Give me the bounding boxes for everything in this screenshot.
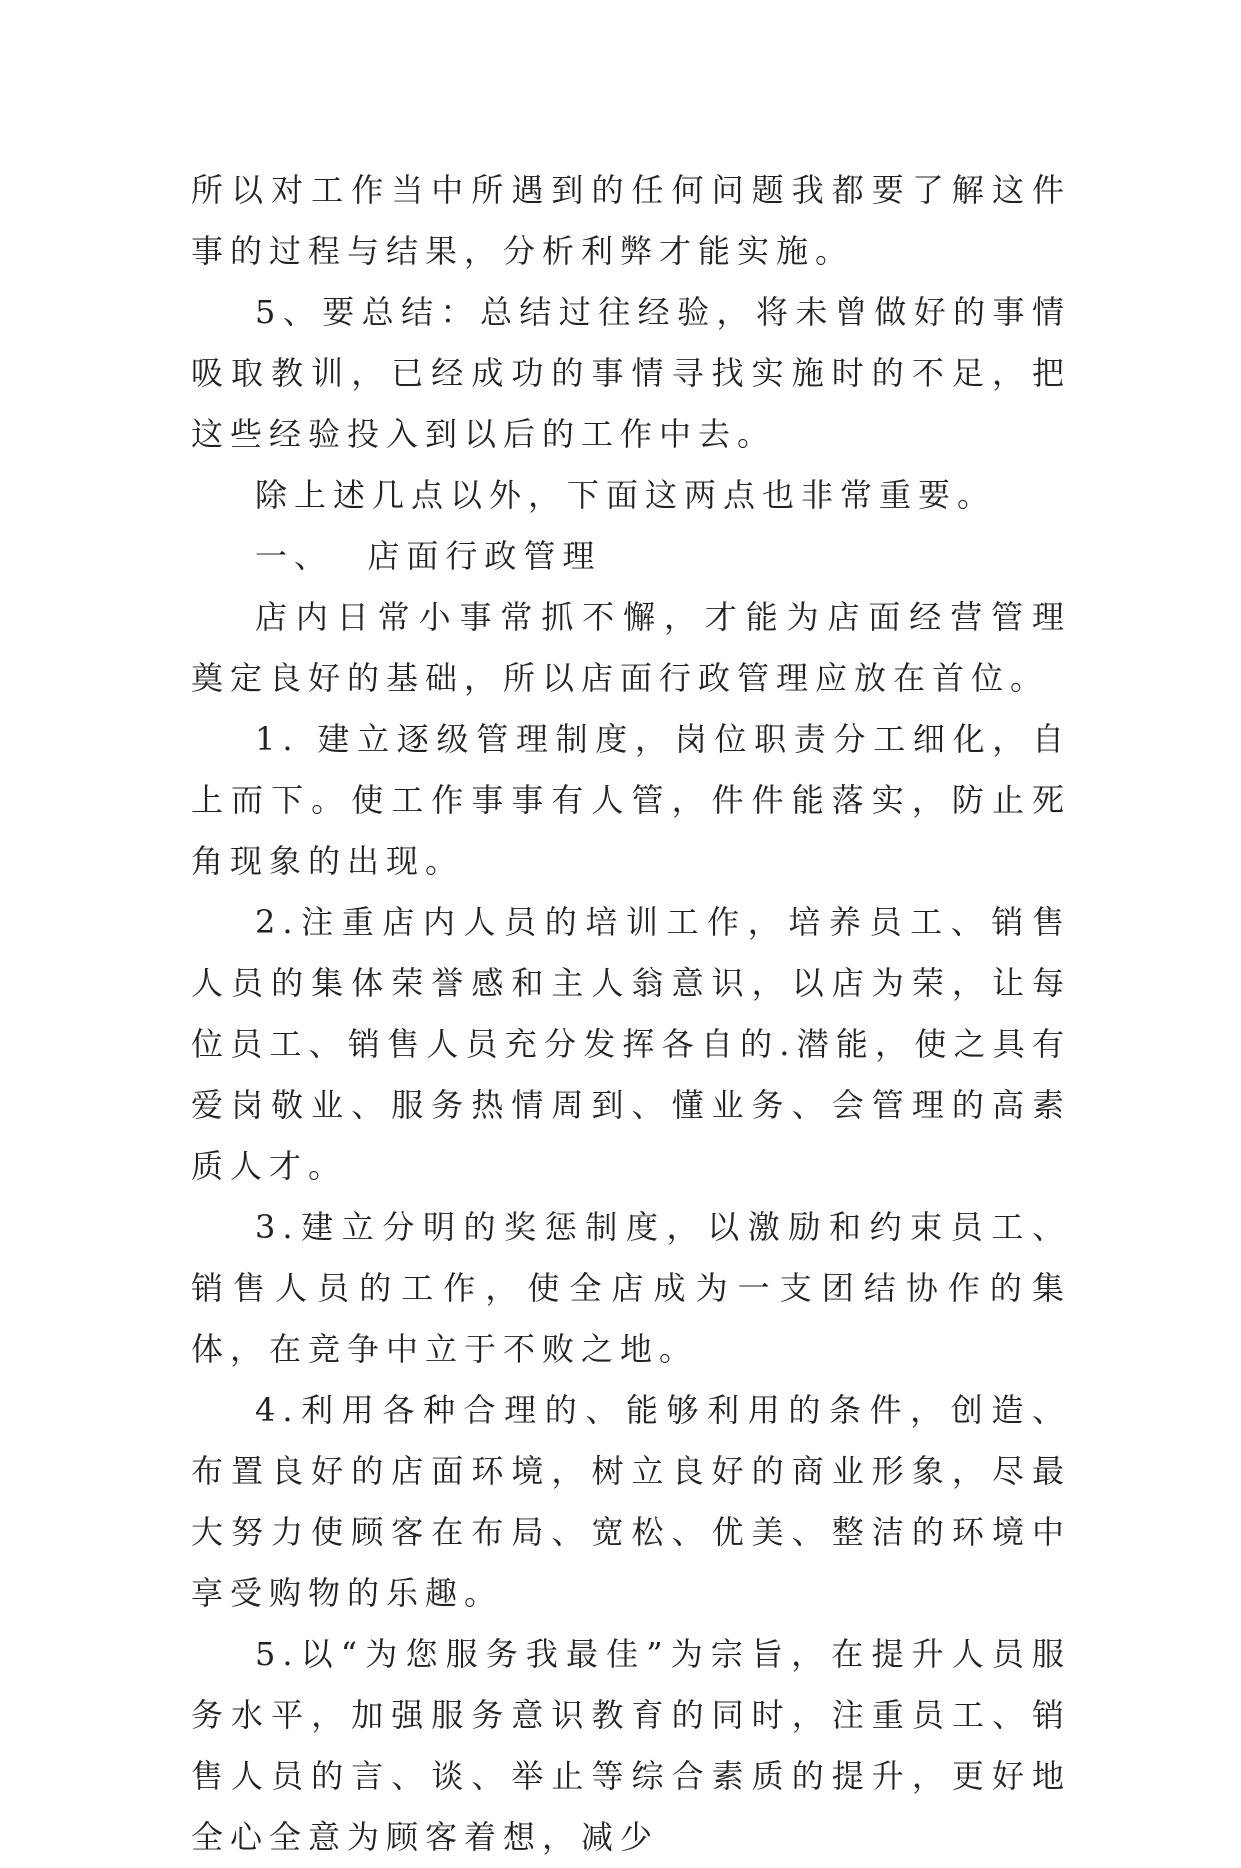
paragraph-item-3: 3.建立分明的奖惩制度，以激励和约束员工、销售人员的工作，使全店成为一支团结协作的集体，在竞争中立于不败之地。 [191, 1208, 1071, 1368]
section-heading: 一、 店面行政管理 [255, 537, 602, 575]
document-body [191, 160, 1071, 1868]
paragraph-section-intro: 店内日常小事常抓不懈，才能为店面经营管理奠定良好的基础，所以店面行政管理应放在首位。 [191, 598, 1071, 697]
paragraph-item-1: 1. 建立逐级管理制度，岗位职责分工细化，自上而下。使工作事事有人管，件件能落实，防止死角现象的出现。 [191, 720, 1071, 880]
paragraph-item-5: 5.以“为您服务我最佳”为宗旨，在提升人员服务水平，加强服务意识教育的同时，注重员工、销售人员的言、谈、举止等综合素质的提升，更好地全心全意为顾客着想，减少 [191, 1635, 1071, 1856]
paragraph-summary-point: 5、要总结：总结过往经验，将未曾做好的事情吸取教训，已经成功的事情寻找实施时的不足，把这些经验投入到以后的工作中去。 [191, 293, 1071, 453]
paragraph-item-2: 2.注重店内人员的培训工作，培养员工、销售人员的集体荣誉感和主人翁意识，以店为荣，让每位员工、销售人员充分发挥各自的.潜能，使之具有爱岗敬业、服务热情周到、懂业务、会管理的高素质人才。 [191, 903, 1071, 1185]
paragraph-item-4: 4.利用各种合理的、能够利用的条件，创造、布置良好的店面环境，树立良好的商业形象，尽最大努力使顾客在布局、宽松、优美、整洁的环境中享受购物的乐趣。 [191, 1391, 1071, 1612]
paragraph-continuation: 所以对工作当中所遇到的任何问题我都要了解这件事的过程与结果，分析利弊才能实施。 [191, 171, 1071, 270]
paragraph-transition: 除上述几点以外，下面这两点也非常重要。 [255, 476, 997, 514]
